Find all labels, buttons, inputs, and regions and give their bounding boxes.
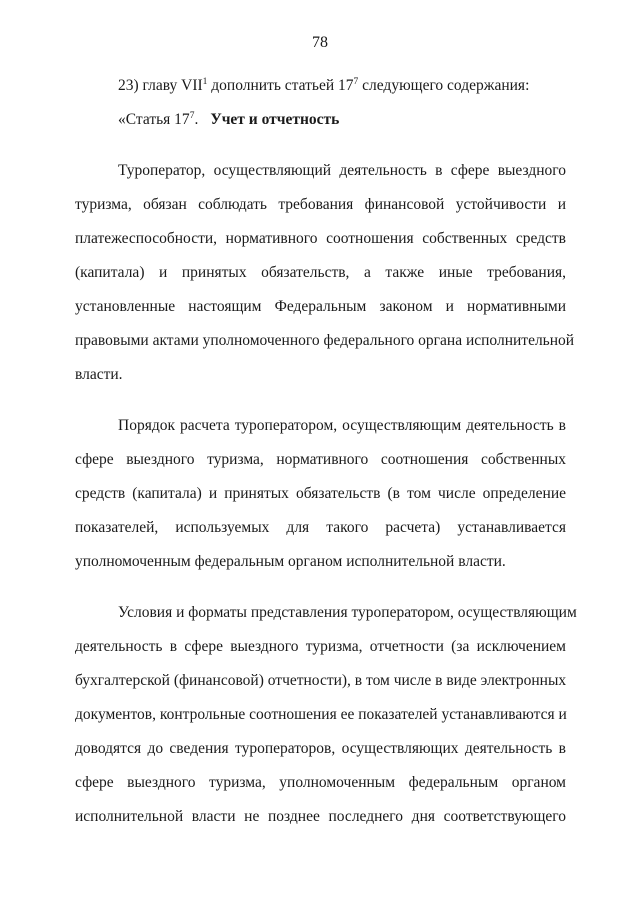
paragraph-line: исполнительной власти не позднее последнего дня соответствующего xyxy=(75,808,566,825)
paragraph-line: Туроператор, осуществляющий деятельность в сфере выездного xyxy=(118,162,566,179)
paragraph-1 xyxy=(75,154,575,392)
paragraph-line: Порядок расчета туроператором, осуществляющим деятельность в xyxy=(118,417,566,434)
paragraph-line: правовыми актами уполномоченного федерального органа исполнительной xyxy=(75,332,575,349)
article-superscript: 7 xyxy=(353,76,359,87)
paragraph-line: сфере выездного туризма, нормативного соотношения собственных xyxy=(75,451,566,468)
paragraph-gap xyxy=(75,137,566,154)
paragraph-gap xyxy=(75,579,566,596)
paragraph-line: показателей, используемых для такого расчета) устанавливается xyxy=(75,519,566,536)
paragraph-line: деятельность в сфере выездного туризма, отчетности (за исключением xyxy=(75,638,566,655)
article-heading-title: Учет и отчетность xyxy=(210,111,340,128)
document-body xyxy=(75,69,577,834)
paragraph-line: документов, контрольные соотношения ее показателей устанавливаются и xyxy=(75,706,567,723)
amendment-middle: дополнить статьей 17 xyxy=(207,77,354,94)
paragraph-2 xyxy=(75,409,566,579)
paragraph-line: средств (капитала) и принятых обязательств (в том числе определение xyxy=(75,485,566,502)
article-heading xyxy=(75,103,566,137)
amendment-prefix: 23) главу VII xyxy=(118,77,203,94)
paragraph-line: платежеспособности, нормативного соотношения собственных средств xyxy=(75,230,566,247)
paragraph-gap xyxy=(75,392,566,409)
chapter-superscript: 1 xyxy=(202,76,208,87)
amendment-suffix: следующего содержания: xyxy=(358,77,530,94)
paragraph-line: сфере выездного туризма, уполномоченным федеральным органом xyxy=(75,774,566,791)
paragraph-line: туризма, обязан соблюдать требования финансовой устойчивости и xyxy=(75,196,566,213)
page-number: 78 xyxy=(312,34,328,51)
paragraph-line: установленные настоящим Федеральным законом и нормативными xyxy=(75,298,566,315)
paragraph-3 xyxy=(75,596,577,834)
paragraph-line: власти. xyxy=(75,366,123,383)
paragraph-line: уполномоченным федеральным органом исполнительной власти. xyxy=(75,553,506,570)
paragraph-line: Условия и форматы представления туроператором, осуществляющим xyxy=(118,604,577,621)
paragraph-line: бухгалтерской (финансовой) отчетности), в том числе в виде электронных xyxy=(75,672,567,689)
paragraph-line: доводятся до сведения туроператоров, осуществляющих деятельность в xyxy=(75,740,566,757)
amendment-line xyxy=(75,69,566,103)
paragraph-line: (капитала) и принятых обязательств, а также иные требования, xyxy=(75,264,566,281)
article-heading-number: «Статья $17^7$. xyxy=(118,110,199,128)
